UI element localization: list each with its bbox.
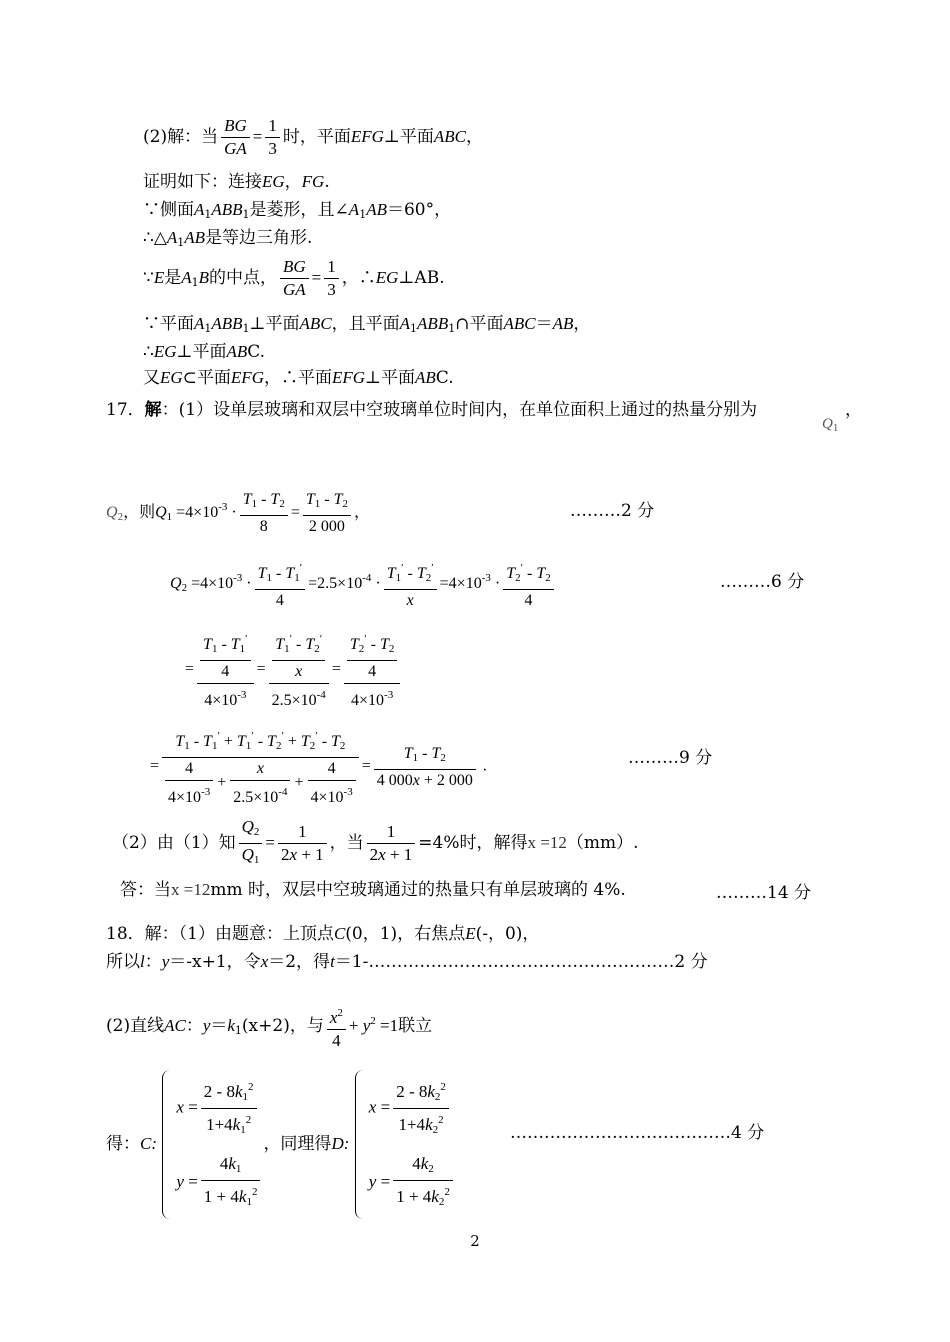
- part2-line3: ∵侧面$A_1ABB_1$是菱形，且$\angle A_1AB=60^\circ$，: [143, 200, 452, 221]
- q17-answer: 答：当x =12mm 时，双层中空玻璃通过的热量只有单层玻璃的 4%.: [120, 880, 626, 900]
- points-9: ………9 分: [628, 748, 713, 768]
- q17-part2: （2）由（1）知 $\frac{Q_2}{Q_1}$ = $\frac{1}{2x + 1}$ ，当 $\frac{1}{2x + 1}$ =4%时，解得x =12（mm）.: [112, 817, 639, 866]
- q18-line1: 18．解：（1）由题意：上顶点C(0，1)，右焦点E(-，0)，: [106, 924, 540, 944]
- q17-trailing-comma: ，: [845, 400, 862, 420]
- points-4: …………………………………4 分: [510, 1123, 765, 1143]
- points-6: ………6 分: [720, 572, 805, 592]
- fraction-bg-ga: $\frac{BG}{GA}$: [221, 115, 250, 160]
- part2-line4: $\therefore\triangle A_1AB$是等边三角形.: [143, 228, 313, 249]
- system-d: x = $\frac{2 - 8k_2^2}{1+4k_2^2}$ y = $\frac{4k_2}{1 + 4k_2^2}$: [355, 1070, 456, 1219]
- q18-part2: (2)直线AC：$y=k_1(x+2)$，与 $\frac{x^2}{4}$ + $y^2 =1$联立: [106, 994, 432, 1058]
- part2-line2: 证明如下：连接EG，FG.: [143, 172, 330, 192]
- eq-q2: $Q_2 =4\times 10^{-3}$ · $\frac{T_1 - T_1'}{4}$ $=2.5\times 10^{-4}$ · $\frac{T_1' - T_2'}{x}$ $=4\times 10^{-3}$ · $\frac{T_2' - T_2}{4}$: [170, 555, 557, 612]
- page-number: 2: [470, 1232, 480, 1250]
- part2-line7: ∴EG⊥平面ABC.: [143, 342, 266, 362]
- points-2: ………2 分: [570, 501, 655, 521]
- eq-ratio: = $\frac{\frac{T_1 - T_1'}{4}}{4\times 10^{-3}}$ = $\frac{\frac{T_1' - T_2'}{x}}{2.5\times 10^{-4}}$ = $\frac{\frac{T_2' - T_2}{4}}{4\times 10^{-3}}$: [185, 628, 403, 712]
- points-14: ………14 分: [716, 883, 812, 903]
- eq-sum: = $T_1 - T_1' + T_1' - T_2' + T_2' - T_2$ $\frac{4}{4\times 10^{-3}}$ + $\frac{x}{2.5\times 10^{-4}}$ + $\frac{4}{4\times 10^{-3}}$ = $\frac{T_1 - T_2}{4 000x + 2 000}$ .: [150, 725, 487, 809]
- eq-q1: $Q_2$，则$Q_1 =4\times 10^{-3}$ · $\frac{T_1 - T_2}{8}$ = $\frac{T_1 - T_2}{2 000}$ ，: [106, 490, 371, 535]
- fraction-one-third-2: $\frac{1}{3}$: [324, 256, 339, 301]
- part2-line8: 又EG⊂平面EFG，∴平面EFG⊥平面ABC.: [143, 368, 454, 388]
- q18-line2: 所以l：y＝-x+1，令x＝2，得t＝1-………………………………………………2 分: [106, 952, 708, 972]
- q18-system: 得：C: x = $\frac{2 - 8k_1^2}{1+4k_1^2}$ y = $\frac{4k_1}{1 + 4k_1^2}$ ，同理得D: x = $\frac{2 - 8k_2^2}{1+4k_2^2}$ y = $\frac{4k_2}{1 + 4k_2^2}$: [106, 1070, 456, 1219]
- fraction-one-third: $\frac{1}{3}$: [265, 115, 280, 160]
- system-c: x = $\frac{2 - 8k_1^2}{1+4k_1^2}$ y = $\frac{4k_1}{1 + 4k_1^2}$: [162, 1070, 263, 1219]
- part2-line6: ∵平面$A_1ABB_1\perp$平面ABC，且平面$A_1ABB_1\cap$平面ABC＝AB，: [143, 314, 591, 335]
- part2-line1: (2)解：当 $\frac{BG}{GA}$ = $\frac{1}{3}$ 时，平面EFG⊥平面ABC，: [143, 116, 484, 158]
- q1-symbol: $Q_1$: [822, 416, 839, 434]
- part2-line5: ∵E是$A_1B$的中点， $\frac{BG}{GA}$ = $\frac{1}{3}$ ，∴EG⊥AB.: [143, 257, 445, 299]
- fraction-bg-ga-2: $\frac{BG}{GA}$: [280, 256, 309, 301]
- q17-line1: 17．解：(1）设单层玻璃和双层中空玻璃单位时间内，在单位面积上通过的热量分别为: [106, 400, 758, 420]
